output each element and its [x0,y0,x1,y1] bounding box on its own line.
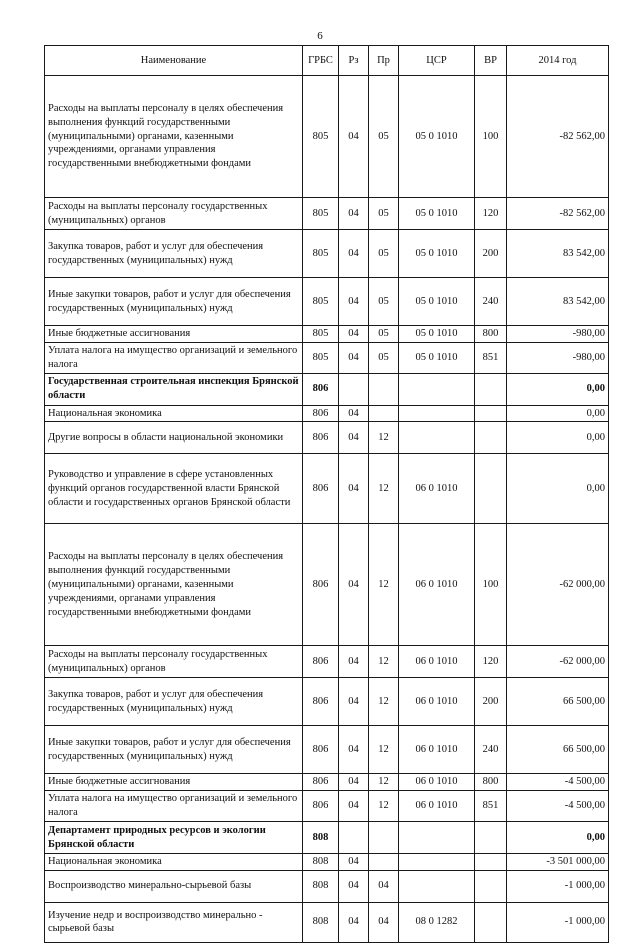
header-grbs: ГРБС [303,46,339,76]
row-grbs: 805 [303,198,339,230]
table-row [45,678,609,726]
row-vr: 200 [475,678,507,726]
row-amount: -82 562,00 [507,76,609,198]
row-rz: 04 [339,342,369,373]
row-name: Расходы на выплаты персоналу в целях обеспечения выполнения функций государственными (муниципальными) органами, казенными учреждениями, органами управления государственными внебюджетными фондами [45,524,303,646]
row-pr: 12 [369,422,399,454]
row-name: Иные закупки товаров, работ и услуг для обеспечения государственных (муниципальных) нужд [45,278,303,326]
header-name: Наименование [45,46,303,76]
row-grbs: 806 [303,774,339,791]
row-pr: 05 [369,76,399,198]
row-vr [475,454,507,524]
row-name: Руководство и управление в сфере установленных функций органов государственной власти Брянской области и государственных органов Брянской области [45,454,303,524]
table-body [45,76,609,943]
row-grbs: 808 [303,902,339,942]
row-csr [399,373,475,405]
row-grbs: 806 [303,678,339,726]
row-amount: 66 500,00 [507,678,609,726]
table-header-row [45,46,609,76]
row-amount: -1 000,00 [507,902,609,942]
row-vr [475,902,507,942]
row-pr: 12 [369,726,399,774]
row-csr: 05 0 1010 [399,198,475,230]
row-pr: 05 [369,198,399,230]
row-rz: 04 [339,278,369,326]
row-vr: 100 [475,524,507,646]
table-row [45,726,609,774]
row-csr [399,405,475,422]
row-name: Уплата налога на имущество организаций и земельного налога [45,791,303,822]
table-row [45,278,609,326]
table-row [45,422,609,454]
header-vr: ВР [475,46,507,76]
row-amount: 0,00 [507,405,609,422]
row-name: Расходы на выплаты персоналу в целях обеспечения выполнения функций государственными (муниципальными) органами, казенными учреждениями, органами управления государственными внебюджетными фондами [45,76,303,198]
row-name: Департамент природных ресурсов и экологии Брянской области [45,822,303,854]
row-grbs: 806 [303,726,339,774]
row-csr: 06 0 1010 [399,524,475,646]
table-row [45,774,609,791]
row-csr: 06 0 1010 [399,774,475,791]
row-grbs: 806 [303,524,339,646]
row-rz [339,373,369,405]
row-amount: 83 542,00 [507,278,609,326]
row-amount: 83 542,00 [507,230,609,278]
table-row [45,373,609,405]
row-grbs: 806 [303,405,339,422]
row-grbs: 806 [303,791,339,822]
row-vr: 100 [475,76,507,198]
row-name: Национальная экономика [45,854,303,871]
row-rz: 04 [339,726,369,774]
row-name: Другие вопросы в области национальной экономики [45,422,303,454]
table-row [45,76,609,198]
row-rz [339,822,369,854]
row-amount: -4 500,00 [507,791,609,822]
row-grbs: 808 [303,854,339,871]
row-csr: 05 0 1010 [399,76,475,198]
budget-table [44,45,609,943]
table-row [45,326,609,343]
row-pr: 12 [369,791,399,822]
row-pr [369,854,399,871]
row-amount: -62 000,00 [507,524,609,646]
row-csr: 06 0 1010 [399,726,475,774]
row-grbs: 805 [303,342,339,373]
row-amount: 0,00 [507,422,609,454]
row-pr: 12 [369,454,399,524]
row-name: Уплата налога на имущество организаций и земельного налога [45,342,303,373]
row-vr [475,422,507,454]
row-rz: 04 [339,230,369,278]
row-csr [399,422,475,454]
row-grbs: 806 [303,454,339,524]
row-grbs: 806 [303,373,339,405]
row-grbs: 806 [303,422,339,454]
row-rz: 04 [339,326,369,343]
row-pr [369,405,399,422]
row-amount: -980,00 [507,326,609,343]
page-number: 6 [317,30,323,42]
row-vr [475,373,507,405]
row-rz: 04 [339,902,369,942]
row-amount: -82 562,00 [507,198,609,230]
row-rz: 04 [339,678,369,726]
table-row [45,870,609,902]
row-vr: 800 [475,326,507,343]
row-rz: 04 [339,198,369,230]
row-rz: 04 [339,791,369,822]
table-row [45,454,609,524]
row-pr: 04 [369,902,399,942]
row-amount: -980,00 [507,342,609,373]
row-name: Изучение недр и воспроизводство минерально - сырьевой базы [45,902,303,942]
row-pr: 05 [369,230,399,278]
row-name: Государственная строительная инспекция Брянской области [45,373,303,405]
row-vr: 851 [475,791,507,822]
row-name: Национальная экономика [45,405,303,422]
row-pr [369,373,399,405]
row-name: Закупка товаров, работ и услуг для обеспечения государственных (муниципальных) нужд [45,678,303,726]
row-pr: 04 [369,870,399,902]
row-rz: 04 [339,870,369,902]
header-pr: Пр [369,46,399,76]
row-csr: 05 0 1010 [399,230,475,278]
row-csr: 05 0 1010 [399,342,475,373]
row-csr [399,822,475,854]
row-vr [475,854,507,871]
row-csr: 06 0 1010 [399,791,475,822]
row-vr [475,870,507,902]
row-amount: -3 501 000,00 [507,854,609,871]
row-name: Закупка товаров, работ и услуг для обеспечения государственных (муниципальных) нужд [45,230,303,278]
row-grbs: 805 [303,76,339,198]
row-grbs: 808 [303,822,339,854]
table-row [45,822,609,854]
row-vr: 240 [475,726,507,774]
row-grbs: 805 [303,278,339,326]
row-vr: 851 [475,342,507,373]
row-vr [475,405,507,422]
row-csr: 06 0 1010 [399,646,475,678]
row-amount: -1 000,00 [507,870,609,902]
row-name: Воспроизводство минерально-сырьевой базы [45,870,303,902]
row-pr: 12 [369,646,399,678]
row-pr: 05 [369,326,399,343]
row-csr: 05 0 1010 [399,326,475,343]
table-row [45,902,609,942]
row-amount: 66 500,00 [507,726,609,774]
row-rz: 04 [339,76,369,198]
row-amount: 0,00 [507,373,609,405]
row-rz: 04 [339,454,369,524]
row-grbs: 808 [303,870,339,902]
row-vr: 240 [475,278,507,326]
row-rz: 04 [339,774,369,791]
table-row [45,405,609,422]
header-year: 2014 год [507,46,609,76]
row-grbs: 805 [303,230,339,278]
row-name: Расходы на выплаты персоналу государственных (муниципальных) органов [45,198,303,230]
row-vr: 800 [475,774,507,791]
row-pr: 05 [369,342,399,373]
row-grbs: 805 [303,326,339,343]
row-rz: 04 [339,422,369,454]
row-vr [475,822,507,854]
row-amount: 0,00 [507,454,609,524]
row-csr: 06 0 1010 [399,454,475,524]
table-row [45,791,609,822]
row-rz: 04 [339,854,369,871]
row-csr [399,870,475,902]
row-amount: 0,00 [507,822,609,854]
row-vr: 120 [475,198,507,230]
row-rz: 04 [339,646,369,678]
table-row [45,524,609,646]
row-pr: 12 [369,774,399,791]
row-amount: -62 000,00 [507,646,609,678]
row-grbs: 806 [303,646,339,678]
row-csr [399,854,475,871]
row-pr: 12 [369,678,399,726]
row-name: Иные закупки товаров, работ и услуг для обеспечения государственных (муниципальных) нужд [45,726,303,774]
header-csr: ЦСР [399,46,475,76]
row-amount: -4 500,00 [507,774,609,791]
row-csr: 06 0 1010 [399,678,475,726]
row-name: Иные бюджетные ассигнования [45,774,303,791]
table-row [45,198,609,230]
table-row [45,342,609,373]
row-pr: 05 [369,278,399,326]
row-csr: 08 0 1282 [399,902,475,942]
table-row [45,230,609,278]
row-vr: 120 [475,646,507,678]
row-csr: 05 0 1010 [399,278,475,326]
table-row [45,646,609,678]
row-name: Расходы на выплаты персоналу государственных (муниципальных) органов [45,646,303,678]
table-row [45,854,609,871]
row-vr: 200 [475,230,507,278]
header-rz: Рз [339,46,369,76]
row-rz: 04 [339,405,369,422]
row-pr [369,822,399,854]
row-name: Иные бюджетные ассигнования [45,326,303,343]
row-pr: 12 [369,524,399,646]
row-rz: 04 [339,524,369,646]
